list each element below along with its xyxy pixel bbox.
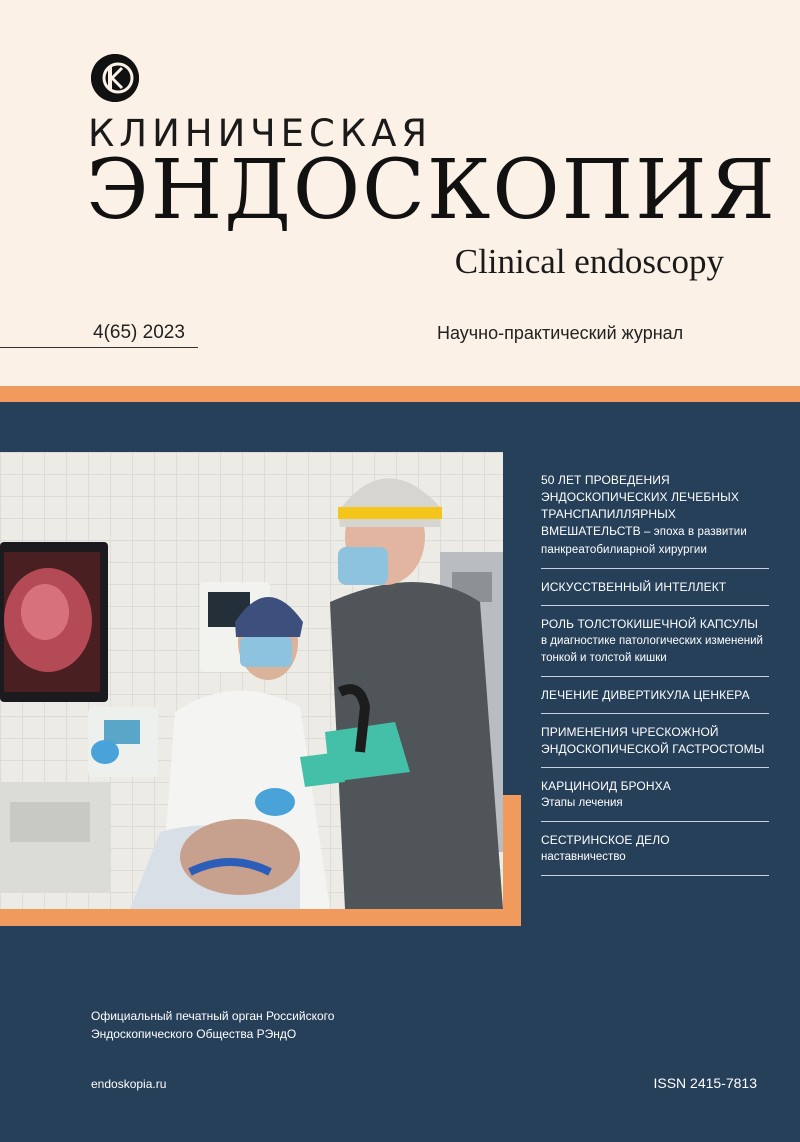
cover-header — [0, 0, 800, 386]
toc-heading: СЕСТРИНСКОЕ ДЕЛО — [541, 833, 670, 847]
journal-subtitle: Научно-практический журнал — [437, 323, 684, 343]
toc-subtitle: Этапы лечения — [541, 797, 623, 809]
journal-logo-icon — [91, 54, 139, 102]
publisher-info: Официальный печатный орган Российского Эндоскопического Общества РЭндО — [91, 1009, 335, 1041]
website-link[interactable]: endoskopia.ru — [91, 1077, 167, 1091]
toc-heading: ЛЕЧЕНИЕ ДИВЕРТИКУЛА ЦЕНКЕРА — [541, 688, 750, 702]
contents-list — [541, 472, 769, 886]
toc-subtitle: в диагностике патологических изменений тонкой и толстой кишки — [541, 635, 763, 664]
toc-heading: 50 ЛЕТ ПРОВЕДЕНИЯ ЭНДОСКОПИЧЕСКИХ ЛЕЧЕБНЫХ ТРАНСПАПИЛЛЯРНЫХ ВМЕШАТЕЛЬСТВ — [541, 473, 739, 538]
toc-item — [541, 687, 769, 714]
toc-heading: ИСКУССТВЕННЫЙ ИНТЕЛЛЕКТ — [541, 580, 727, 594]
cover-photo — [0, 452, 503, 909]
toc-item — [541, 778, 769, 822]
toc-subtitle: наставничество — [541, 851, 626, 863]
toc-item — [541, 832, 769, 876]
toc-heading: ПРИМЕНЕНИЯ ЧРЕСКОЖНОЙ ЭНДОСКОПИЧЕСКОЙ ГАСТРОСТОМЫ — [541, 725, 765, 756]
journal-title-line1: КЛИНИЧЕСКАЯ — [88, 112, 433, 155]
toc-item — [541, 616, 769, 677]
toc-heading: РОЛЬ ТОЛСТОКИШЕЧНОЙ КАПСУЛЫ — [541, 617, 759, 631]
issue-underline — [0, 347, 198, 348]
toc-item — [541, 472, 769, 569]
toc-item — [541, 724, 769, 768]
issn-number: ISSN 2415-7813 — [653, 1075, 757, 1091]
journal-title-line2: ЭНДОСКОПИЯ — [86, 143, 777, 238]
toc-subtitle: – эпоха в развитии панкреатобилиарной хирургии — [541, 526, 747, 556]
toc-item — [541, 579, 769, 606]
journal-title-english: Clinical endoscopy — [454, 242, 724, 281]
accent-stripe — [0, 386, 800, 402]
issue-number: 4(65) 2023 — [93, 322, 185, 343]
toc-heading: КАРЦИНОИД БРОНХА — [541, 779, 671, 793]
